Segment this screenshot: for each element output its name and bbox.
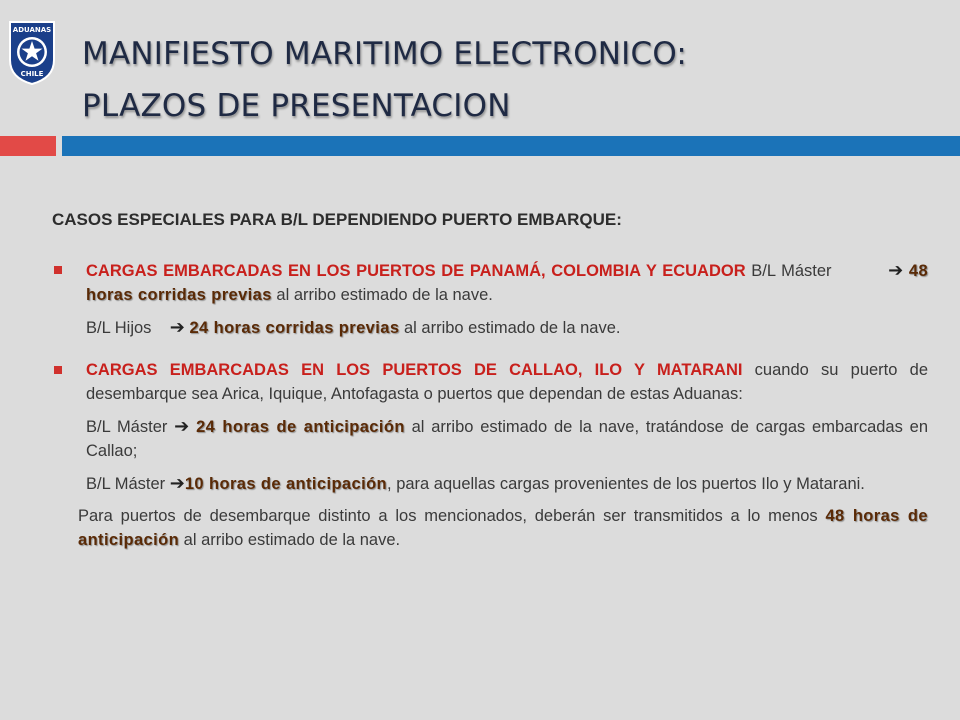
- bullet-callao-ilo-matarani: [52, 358, 928, 406]
- deadline-10h-ilo-matarani: 10 horas de anticipación: [184, 475, 388, 493]
- bl-master-callao-line: [52, 414, 928, 463]
- bullet-1-tail: al arribo estimado de la nave.: [271, 286, 493, 304]
- arrow-right-icon: ➔: [169, 473, 185, 493]
- bl-hijos-line: [52, 315, 928, 340]
- arrow-right-icon: ➔: [174, 416, 190, 436]
- accent-bar-red: [0, 136, 56, 156]
- deadline-24h-hijos: 24 horas corridas previas: [189, 319, 400, 337]
- bl-master-ilo-line: [52, 471, 928, 496]
- logo-bottom-text: CHILE: [20, 70, 44, 78]
- star-shield-icon: [6, 20, 58, 86]
- other-ports-text: Para puertos de desembarque distinto a los mencionados, deberán ser transmitidos a lo menos: [78, 507, 826, 525]
- title-line-2: PLAZOS DE PRESENTACION: [82, 88, 511, 124]
- bullet-square-icon: [54, 266, 62, 274]
- arrow-right-icon: ➔: [169, 317, 185, 337]
- bl-hijos-label: B/L Hijos: [86, 319, 152, 337]
- deadline-48h-master: 48 horas corridas previas: [86, 262, 929, 304]
- bullet-2-text: cuando su puerto de desembarque sea Arica, Iquique, Antofagasta o puertos que dependan de estas Aduanas:: [86, 361, 928, 403]
- bl-master-label: B/L Máster: [86, 475, 166, 493]
- bullet-panama-colombia-ecuador: [52, 258, 928, 307]
- deadline-48h-other: 48 horas de anticipación: [78, 507, 928, 549]
- section-heading: CASOS ESPECIALES PARA B/L DEPENDIENDO PUERTO EMBARQUE:: [52, 210, 622, 229]
- bl-hijos-tail: al arribo estimado de la nave.: [399, 319, 621, 337]
- bullet-square-icon: [54, 366, 62, 374]
- bullet-1-text: B/L Máster: [745, 262, 832, 280]
- arrow-right-icon: ➔: [888, 260, 904, 280]
- other-ports-tail: al arribo estimado de la nave.: [179, 531, 401, 549]
- aduanas-logo: [6, 20, 58, 86]
- bl-master-callao-tail: al arribo estimado de la nave, tratándose de cargas embarcadas en Callao;: [86, 418, 928, 460]
- deadline-24h-callao: 24 horas de anticipación: [196, 418, 405, 436]
- bullet-2-heading: CARGAS EMBARCADAS EN LOS PUERTOS DE CALLAO, ILO Y MATARANI: [86, 361, 743, 379]
- bl-master-label: B/L Máster: [86, 418, 168, 436]
- accent-bar-blue: [62, 136, 960, 156]
- slide-title: [82, 28, 942, 132]
- bullet-1-heading: CARGAS EMBARCADAS EN LOS PUERTOS DE PANAMÁ, COLOMBIA Y ECUADOR: [86, 262, 746, 280]
- slide-content: [52, 208, 928, 552]
- bl-master-ilo-tail: , para aquellas cargas provenientes de los puertos Ilo y Matarani.: [387, 475, 865, 493]
- other-ports-paragraph: [52, 504, 928, 552]
- logo-top-text: ADUANAS: [12, 26, 52, 34]
- title-line-1: MANIFIESTO MARITIMO ELECTRONICO:: [82, 36, 688, 72]
